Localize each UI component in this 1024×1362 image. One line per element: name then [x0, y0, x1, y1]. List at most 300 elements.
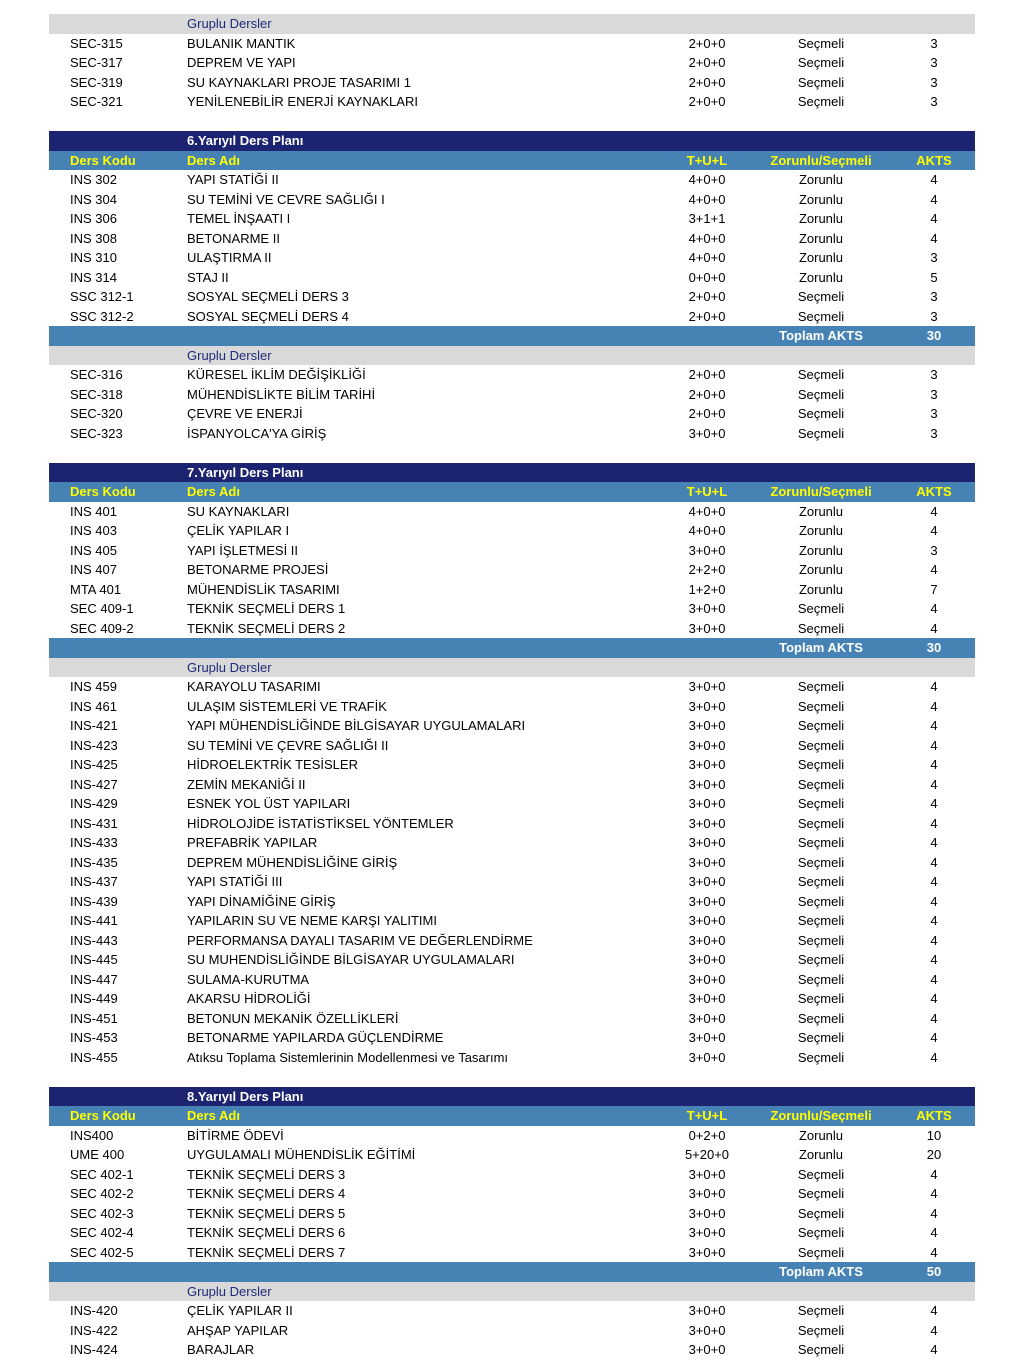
course-akts: 3 — [930, 250, 938, 265]
course-akts: 4 — [930, 1030, 938, 1045]
course-name: YAPI DİNAMİĞİNE GİRİŞ — [187, 893, 336, 909]
course-akts: 4 — [930, 503, 938, 519]
course-type: Seçmeli — [797, 991, 845, 1006]
course-row — [49, 736, 975, 756]
course-row — [49, 1145, 975, 1165]
course-hours: 3+0+0 — [688, 796, 726, 811]
course-type: Zorunlu — [798, 503, 844, 519]
course-type: Seçmeli — [797, 796, 845, 811]
course-row — [49, 229, 975, 249]
course-row — [49, 365, 975, 385]
course-name: BARAJLAR — [187, 1342, 255, 1357]
course-row — [49, 1321, 975, 1341]
course-akts: 4 — [930, 601, 938, 616]
course-type: Zorunlu — [798, 191, 844, 207]
course-hours: 3+0+0 — [688, 620, 726, 636]
course-row — [49, 1204, 975, 1224]
course-type: Zorunlu — [798, 230, 844, 246]
course-akts: 3 — [930, 74, 938, 90]
course-akts: 3 — [930, 386, 938, 402]
course-akts: 4 — [930, 991, 938, 1006]
course-hours: 3+0+0 — [688, 991, 726, 1006]
course-akts: 4 — [930, 1225, 938, 1240]
total-value: 30 — [926, 640, 942, 655]
course-akts: 5 — [930, 269, 938, 285]
course-name: SU KAYNAKLARI — [187, 503, 290, 519]
course-akts: 3 — [930, 35, 938, 51]
course-hours: 3+0+0 — [688, 874, 726, 889]
course-type: Seçmeli — [797, 737, 845, 753]
course-row — [49, 1126, 975, 1146]
course-hours: 2+0+0 — [688, 367, 726, 382]
course-row — [49, 697, 975, 717]
course-code: SEC-321 — [70, 94, 123, 109]
course-hours: 3+0+0 — [688, 815, 726, 831]
course-hours: 2+2+0 — [688, 562, 726, 577]
group-header-row — [49, 14, 975, 34]
course-type: Seçmeli — [797, 367, 845, 382]
course-type: Seçmeli — [797, 815, 845, 831]
course-name: TEKNİK SEÇMELİ DERS 7 — [187, 1244, 346, 1260]
course-type: Zorunlu — [798, 542, 844, 558]
course-name: KÜRESEL İKLİM DEĞİŞİKLİĞİ — [187, 367, 366, 382]
course-name: BETONARME PROJESİ — [187, 562, 329, 577]
course-type: Seçmeli — [797, 679, 845, 694]
course-type: Seçmeli — [797, 757, 845, 772]
course-code: INS 403 — [70, 523, 117, 538]
course-akts: 4 — [930, 854, 938, 870]
course-akts: 4 — [930, 952, 938, 967]
course-name: BETONARME YAPILARDA GÜÇLENDİRME — [187, 1030, 444, 1045]
course-type: Seçmeli — [797, 1186, 845, 1201]
course-akts: 4 — [930, 757, 938, 772]
course-row — [49, 1028, 975, 1048]
course-hours: 3+0+0 — [688, 952, 726, 967]
course-hours: 2+0+0 — [688, 35, 726, 51]
course-row — [49, 248, 975, 268]
course-code: INS-437 — [70, 874, 118, 889]
course-akts: 4 — [930, 679, 938, 694]
course-akts: 3 — [930, 425, 938, 441]
course-name: UYGULAMALI MÜHENDİSLİK EĞİTİMİ — [187, 1147, 416, 1162]
course-hours: 3+0+0 — [688, 1186, 726, 1201]
course-code: INS-429 — [70, 796, 118, 811]
course-type: Zorunlu — [798, 269, 844, 285]
course-hours: 3+0+0 — [688, 1244, 726, 1260]
course-name: TEKNİK SEÇMELİ DERS 1 — [187, 601, 346, 616]
course-hours: 3+0+0 — [688, 425, 726, 441]
course-row — [49, 1165, 975, 1185]
course-akts: 3 — [930, 367, 938, 382]
course-row — [49, 970, 975, 990]
course-code: INS-447 — [70, 971, 118, 987]
course-type: Seçmeli — [797, 698, 845, 714]
course-name: SU TEMİNİ VE ÇEVRE SAĞLIĞI II — [187, 737, 389, 753]
course-akts: 3 — [930, 542, 938, 558]
course-row — [49, 34, 975, 54]
course-akts: 4 — [930, 893, 938, 909]
course-type: Seçmeli — [797, 893, 845, 909]
total-value: 30 — [926, 328, 942, 343]
header-type: Zorunlu/Seçmeli — [770, 152, 872, 168]
total-akts-row — [49, 1262, 975, 1282]
course-name: SULAMA-KURUTMA — [187, 971, 310, 987]
course-type: Seçmeli — [797, 1244, 845, 1260]
course-type: Seçmeli — [797, 952, 845, 967]
course-hours: 3+0+0 — [688, 698, 726, 714]
course-type: Seçmeli — [797, 854, 845, 870]
course-type: Zorunlu — [798, 250, 844, 265]
header-akts: AKTS — [916, 1108, 952, 1123]
header-name: Ders Adı — [187, 152, 240, 168]
course-type: Seçmeli — [797, 932, 845, 948]
course-akts: 4 — [930, 815, 938, 831]
course-akts: 3 — [930, 94, 938, 109]
course-row — [49, 1243, 975, 1263]
course-akts: 4 — [930, 1186, 938, 1201]
course-hours: 3+0+0 — [688, 679, 726, 694]
group-label: Gruplu Dersler — [187, 659, 272, 675]
course-type: Zorunlu — [798, 523, 844, 538]
course-akts: 4 — [930, 874, 938, 889]
course-name: İSPANYOLCA'YA GİRİŞ — [187, 425, 327, 441]
course-hours: 0+2+0 — [688, 1127, 726, 1143]
course-code: INS-445 — [70, 952, 118, 967]
course-akts: 7 — [930, 581, 938, 597]
course-hours: 2+0+0 — [688, 308, 726, 324]
course-code: INS 459 — [70, 679, 117, 694]
course-code: INS-449 — [70, 991, 118, 1006]
course-type: Zorunlu — [798, 1147, 844, 1162]
course-code: INS 302 — [70, 172, 117, 187]
curriculum-table — [49, 14, 975, 1360]
course-code: INS 401 — [70, 503, 117, 519]
course-code: INS-427 — [70, 776, 118, 792]
course-code: INS 407 — [70, 562, 117, 577]
course-hours: 3+0+0 — [688, 757, 726, 772]
course-name: TEKNİK SEÇMELİ DERS 5 — [187, 1205, 346, 1221]
course-akts: 4 — [930, 971, 938, 987]
course-row — [49, 385, 975, 405]
course-name: TEMEL İNŞAATI I — [187, 211, 291, 226]
course-akts: 4 — [930, 1010, 938, 1026]
header-code: Ders Kodu — [70, 152, 136, 168]
course-row — [49, 502, 975, 522]
course-code: SEC-316 — [70, 367, 123, 382]
course-akts: 3 — [930, 55, 938, 70]
spacer — [49, 1067, 975, 1087]
course-code: INS 310 — [70, 250, 117, 265]
group-header-row — [49, 658, 975, 678]
course-hours: 3+0+0 — [688, 1342, 726, 1357]
course-name: DEPREM VE YAPI — [187, 55, 296, 70]
course-type: Seçmeli — [797, 1205, 845, 1221]
course-type: Seçmeli — [797, 74, 845, 90]
course-type: Seçmeli — [797, 1303, 845, 1318]
header-tul: T+U+L — [686, 1108, 728, 1123]
course-hours: 3+0+0 — [688, 913, 726, 928]
course-code: INS-421 — [70, 718, 118, 733]
course-hours: 3+0+0 — [688, 1322, 726, 1338]
course-row — [49, 73, 975, 93]
course-type: Zorunlu — [798, 1127, 844, 1143]
course-type: Seçmeli — [797, 1010, 845, 1026]
course-name: YAPILARIN SU VE NEME KARŞI YALITIMI — [187, 913, 437, 928]
course-name: BETONARME II — [187, 230, 280, 246]
header-akts: AKTS — [916, 152, 952, 168]
course-akts: 4 — [930, 211, 938, 226]
course-name: YAPI MÜHENDİSLİĞİNDE BİLGİSAYAR UYGULAMALARI — [187, 718, 526, 733]
course-name: KARAYOLU TASARIMI — [187, 679, 321, 694]
course-hours: 3+0+0 — [688, 971, 726, 987]
course-name: AHŞAP YAPILAR — [187, 1322, 289, 1338]
course-name: YAPI STATİĞİ III — [187, 874, 283, 889]
course-name: YAPI İŞLETMESİ II — [187, 542, 299, 558]
course-akts: 4 — [930, 796, 938, 811]
course-type: Zorunlu — [798, 172, 844, 187]
course-akts: 4 — [930, 1049, 938, 1065]
course-akts: 4 — [930, 718, 938, 733]
course-hours: 3+0+0 — [688, 893, 726, 909]
course-type: Zorunlu — [798, 211, 844, 226]
course-hours: 3+1+1 — [688, 211, 726, 226]
course-name: MÜHENDİSLİKTE BİLİM TARİHİ — [187, 386, 376, 402]
header-tul: T+U+L — [686, 484, 728, 499]
course-row — [49, 775, 975, 795]
course-akts: 4 — [930, 562, 938, 577]
header-code: Ders Kodu — [70, 484, 136, 499]
course-type: Seçmeli — [797, 601, 845, 616]
course-row — [49, 1223, 975, 1243]
course-type: Seçmeli — [797, 1322, 845, 1338]
course-row — [49, 1301, 975, 1321]
course-code: INS-439 — [70, 893, 118, 909]
course-row — [49, 170, 975, 190]
course-row — [49, 931, 975, 951]
course-akts: 4 — [930, 932, 938, 948]
course-akts: 3 — [930, 406, 938, 421]
course-hours: 2+0+0 — [688, 74, 726, 90]
course-hours: 4+0+0 — [688, 523, 726, 538]
course-row — [49, 677, 975, 697]
course-name: TEKNİK SEÇMELİ DERS 6 — [187, 1225, 346, 1240]
course-akts: 3 — [930, 289, 938, 304]
course-code: SEC 409-1 — [70, 601, 134, 616]
course-hours: 2+0+0 — [688, 289, 726, 304]
course-row — [49, 268, 975, 288]
course-akts: 4 — [930, 230, 938, 246]
course-hours: 3+0+0 — [688, 932, 726, 948]
course-hours: 3+0+0 — [688, 542, 726, 558]
semester-title: 6.Yarıyıl Ders Planı — [187, 133, 304, 148]
course-type: Seçmeli — [797, 425, 845, 441]
course-hours: 3+0+0 — [688, 1010, 726, 1026]
course-akts: 4 — [930, 1303, 938, 1318]
course-hours: 3+0+0 — [688, 854, 726, 870]
course-row — [49, 716, 975, 736]
course-type: Seçmeli — [797, 1225, 845, 1240]
course-akts: 4 — [930, 1322, 938, 1338]
course-akts: 4 — [930, 1244, 938, 1260]
course-type: Seçmeli — [797, 971, 845, 987]
course-hours: 3+0+0 — [688, 718, 726, 733]
course-code: SEC-320 — [70, 406, 123, 421]
course-type: Seçmeli — [797, 1049, 845, 1065]
semester-title: 7.Yarıyıl Ders Planı — [187, 464, 304, 480]
course-name: SOSYAL SEÇMELİ DERS 3 — [187, 289, 349, 304]
course-akts: 4 — [930, 172, 938, 187]
course-code: INS-451 — [70, 1010, 118, 1026]
course-hours: 4+0+0 — [688, 172, 726, 187]
course-row — [49, 404, 975, 424]
course-type: Seçmeli — [797, 1030, 845, 1045]
course-code: INS 306 — [70, 211, 117, 226]
course-name: Atıksu Toplama Sistemlerinin Modellenmesi ve Tasarımı — [187, 1049, 509, 1065]
header-code: Ders Kodu — [70, 1108, 136, 1123]
course-name: STAJ II — [187, 269, 229, 285]
course-type: Seçmeli — [797, 289, 845, 304]
course-code: SEC 402-5 — [70, 1244, 134, 1260]
semester-title: 8.Yarıyıl Ders Planı — [187, 1088, 304, 1104]
course-name: YENİLENEBİLİR ENERJİ KAYNAKLARI — [187, 94, 418, 109]
course-row — [49, 209, 975, 229]
course-row — [49, 989, 975, 1009]
course-code: INS-423 — [70, 737, 118, 753]
course-hours: 4+0+0 — [688, 503, 726, 519]
course-code: SEC-317 — [70, 55, 123, 70]
course-row — [49, 950, 975, 970]
course-row — [49, 92, 975, 112]
course-akts: 4 — [930, 1342, 938, 1357]
course-code: SEC 402-3 — [70, 1205, 134, 1221]
course-code: SEC-319 — [70, 74, 123, 90]
course-akts: 4 — [930, 698, 938, 714]
course-name: ÇELİK YAPILAR I — [187, 523, 290, 538]
course-row — [49, 794, 975, 814]
course-name: MÜHENDİSLİK TASARIMI — [187, 581, 340, 597]
course-code: INS-455 — [70, 1049, 118, 1065]
course-code: INS-453 — [70, 1030, 118, 1045]
course-name: SU TEMİNİ VE CEVRE SAĞLIĞI I — [187, 191, 385, 207]
course-code: SEC-323 — [70, 425, 123, 441]
course-code: INS-433 — [70, 835, 118, 850]
course-name: TEKNİK SEÇMELİ DERS 2 — [187, 620, 346, 636]
course-name: PERFORMANSA DAYALI TASARIM VE DEĞERLENDİRME — [187, 932, 533, 948]
course-akts: 3 — [930, 308, 938, 324]
group-label: Gruplu Dersler — [187, 1283, 272, 1299]
course-name: DEPREM MÜHENDİSLİĞİNE GİRİŞ — [187, 854, 398, 870]
course-row — [49, 853, 975, 873]
course-hours: 3+0+0 — [688, 1303, 726, 1318]
course-code: INS-424 — [70, 1342, 118, 1357]
course-code: SEC-315 — [70, 35, 123, 51]
course-row — [49, 619, 975, 639]
course-name: BETONUN MEKANİK ÖZELLİKLERİ — [187, 1010, 399, 1026]
course-name: SU MUHENDİSLİĞİNDE BİLGİSAYAR UYGULAMALARI — [187, 952, 515, 967]
semester-title-row — [49, 463, 975, 483]
course-akts: 10 — [926, 1127, 942, 1143]
course-code: INS400 — [70, 1127, 114, 1143]
course-hours: 1+2+0 — [688, 581, 726, 597]
semester-title-row — [49, 1087, 975, 1107]
course-code: SEC 402-2 — [70, 1186, 134, 1201]
course-code: INS 314 — [70, 269, 117, 285]
group-label: Gruplu Dersler — [187, 16, 272, 31]
course-code: SEC 402-1 — [70, 1166, 134, 1182]
course-type: Seçmeli — [797, 1342, 845, 1357]
course-row — [49, 190, 975, 210]
course-name: TEKNİK SEÇMELİ DERS 4 — [187, 1186, 346, 1201]
course-name: TEKNİK SEÇMELİ DERS 3 — [187, 1166, 346, 1182]
header-type: Zorunlu/Seçmeli — [770, 484, 872, 499]
course-name: ULAŞIM SİSTEMLERİ VE TRAFİK — [187, 698, 387, 714]
course-name: HİDROELEKTRİK TESİSLER — [187, 757, 358, 772]
course-type: Seçmeli — [797, 55, 845, 70]
course-type: Seçmeli — [797, 835, 845, 850]
header-tul: T+U+L — [686, 152, 728, 168]
course-code: INS-420 — [70, 1303, 118, 1318]
course-row — [49, 541, 975, 561]
course-hours: 3+0+0 — [688, 1049, 726, 1065]
course-row — [49, 307, 975, 327]
course-akts: 20 — [926, 1147, 942, 1162]
course-hours: 3+0+0 — [688, 737, 726, 753]
total-label: Toplam AKTS — [779, 1264, 863, 1279]
course-hours: 3+0+0 — [688, 1166, 726, 1182]
course-code: INS-441 — [70, 913, 118, 928]
course-akts: 4 — [930, 523, 938, 538]
header-akts: AKTS — [916, 484, 952, 499]
total-akts-row — [49, 638, 975, 658]
course-hours: 3+0+0 — [688, 776, 726, 792]
course-row — [49, 755, 975, 775]
header-name: Ders Adı — [187, 484, 240, 499]
course-hours: 0+0+0 — [688, 269, 726, 285]
course-hours: 2+0+0 — [688, 406, 726, 421]
course-name: BİTİRME ÖDEVİ — [187, 1127, 284, 1143]
course-hours: 3+0+0 — [688, 1205, 726, 1221]
course-hours: 3+0+0 — [688, 601, 726, 616]
course-akts: 4 — [930, 737, 938, 753]
course-name: SU KAYNAKLARI PROJE TASARIMI 1 — [187, 74, 411, 90]
course-hours: 3+0+0 — [688, 1030, 726, 1045]
course-row — [49, 872, 975, 892]
course-akts: 4 — [930, 1205, 938, 1221]
course-name: ESNEK YOL ÜST YAPILARI — [187, 796, 351, 811]
course-code: SSC 312-2 — [70, 308, 134, 324]
course-name: ÇEVRE VE ENERJİ — [187, 406, 303, 421]
course-code: INS 461 — [70, 698, 117, 714]
course-row — [49, 287, 975, 307]
group-header-row — [49, 346, 975, 366]
spacer — [49, 112, 975, 132]
course-row — [49, 1048, 975, 1068]
course-row — [49, 53, 975, 73]
course-hours: 2+0+0 — [688, 94, 726, 109]
course-row — [49, 892, 975, 912]
course-akts: 4 — [930, 620, 938, 636]
course-code: INS 304 — [70, 191, 117, 207]
course-akts: 4 — [930, 191, 938, 207]
course-row — [49, 833, 975, 853]
course-row — [49, 1184, 975, 1204]
course-hours: 4+0+0 — [688, 230, 726, 246]
group-label: Gruplu Dersler — [187, 347, 272, 363]
course-row — [49, 599, 975, 619]
course-row — [49, 560, 975, 580]
spacer — [49, 443, 975, 463]
course-type: Seçmeli — [797, 406, 845, 421]
